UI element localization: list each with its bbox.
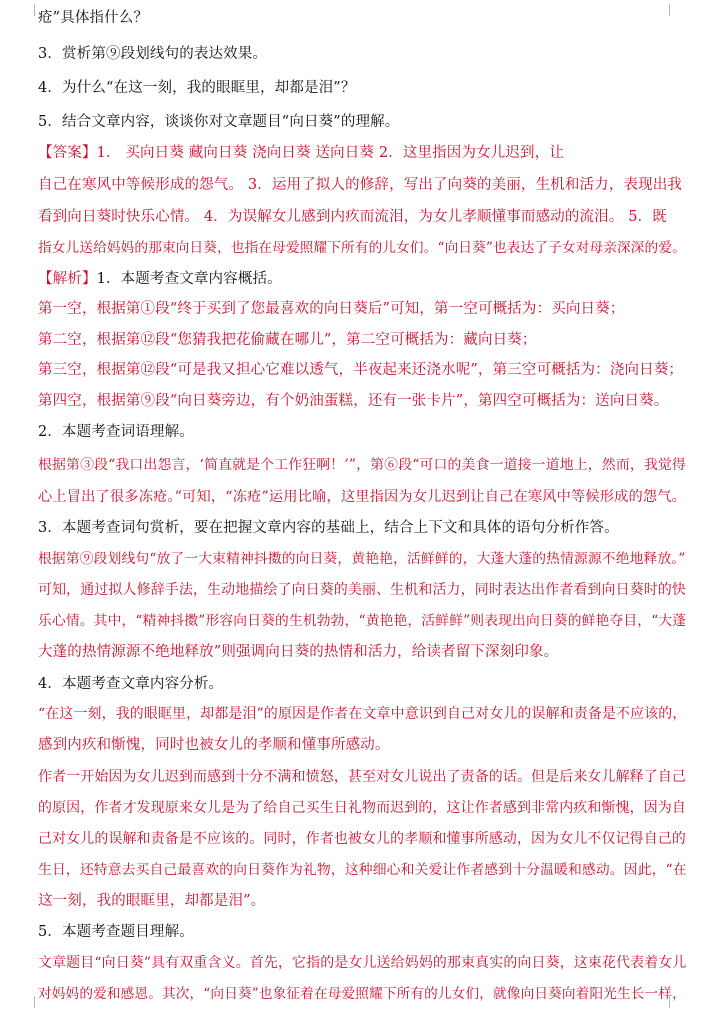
analysis-line: 第三空，根据第⑫段“可是我又担心它难以透气，半夜起来还浇水呢”，第三空可概括为：浇向日葵； [38,362,684,378]
analysis-line: 生日，还特意去买自己最喜欢的向日葵作为礼物，这种细心和关爱让作者感到十分温暖和感动。因此，“在 [38,862,687,878]
analysis-line: 第一空，根据第①段“终于买到了您最喜欢的向日葵后”可知，第一空可概括为：买向日葵； [38,301,625,317]
analysis-line: 可知，通过拟人修辞手法，生动地描绘了向日葵的美丽、生机和活力，同时表达出作者看到向日葵时的快 [38,582,687,598]
analysis-line: 心上冒出了很多冻疮。”可知，“冻疮”运用比喻，这里指因为女儿迟到让自己在寒风中等候形成的怨气。 [38,489,687,505]
question-5: 5．结合文章内容，谈谈你对文章题目“向日葵”的理解。 [38,114,400,130]
analysis-point-3: 3．本题考查词句赏析，要在把握文章内容的基础上，结合上下文和具体的语句分析作答。 [38,520,619,536]
page-corner-mark-top-left [22,4,35,16]
analysis-line: 根据第⑨段划线句“放了一大束精神抖擞的向日葵，黄艳艳，活鲜鲜的，大蓬大蓬的热情源源不绝地释放。” [38,551,686,567]
answer-line: 看到向日葵时快乐心情。 4．为误解女儿感到内疚而流泪，为女儿孝顺懂事而感动的流泪。 5．既 [38,209,667,225]
analysis-line: 乐心情。其中，“精神抖擞”形容向日葵的生机勃勃，“黄艳艳，活鲜鲜”则表现出向日葵的鲜艳夺目，“大蓬 [38,613,687,629]
analysis-line: 的原因，作者才发现原来女儿是为了给自己买生日礼物而迟到的，这让作者感到非常内疚和惭愧，因为自 [38,800,687,816]
analysis-point-5: 5．本题考查题目理解。 [38,924,194,940]
analysis-tag: 【解析】 [38,271,97,287]
analysis-line: 第二空，根据第⑫段“您猜我把花偷藏在哪儿”，第二空可概括为：藏向日葵； [38,332,537,348]
text-line: 疮”具体指什么？ [38,10,149,26]
analysis-line: 感到内疚和惭愧，同时也被女儿的孝顺和懂事所感动。 [38,737,390,753]
analysis-line: 作者一开始因为女儿迟到而感到十分不满和愤怒，甚至对女儿说出了责备的话。但是后来女儿解释了自己 [38,769,687,785]
page-corner-mark-bottom-left [22,996,35,1008]
analysis-line: 己对女儿的误解和责备是不应该的。同时，作者也被女儿的孝顺和懂事所感动，因为女儿不仅记得自己的 [38,831,687,847]
page-corner-mark-top-right [669,4,682,16]
analysis-point-4: 4．本题考查文章内容分析。 [38,676,224,692]
analysis-line: 对妈妈的爱和感恩。其次，“向日葵”也象征着在母爱照耀下所有的儿女们，就像向日葵向着阳光生长一样， [38,986,686,1002]
analysis-line: 大蓬的热情源源不绝地释放”则强调向日葵的热情和活力，给读者留下深刻印象。 [38,644,559,660]
analysis-line: “在这一刻，我的眼眶里，却都是泪”的原因是作者在文章中意识到自己对女儿的误解和责备是不应该的， [38,706,687,722]
analysis-point-1: 1．本题考查文章内容概括。 [96,271,282,287]
question-4: 4．为什么“在这一刻，我的眼眶里，却都是泪”？ [38,80,356,96]
analysis-line: 文章题目“向日葵”具有双重含义。首先，它指的是女儿送给妈妈的那束真实的向日葵，这束花代表着女儿 [38,955,687,971]
analysis-line: 这一刻，我的眼眶里，却都是泪”。 [38,893,266,909]
answer-line: 自己在寒风中等候形成的怨气。 3．运用了拟人的修辞，写出了向葵的美丽，生机和活力，表现出我 [38,177,683,193]
analysis-line: 第四空，根据第⑨段“向日葵旁边，有个奶油蛋糕，还有一张卡片”，第四空可概括为：送向日葵。 [38,393,669,409]
answer-line: 指女儿送给妈妈的那束向日葵，也指在母爱照耀下所有的儿女们。“向日葵”也表达了子女对母亲深深的爱。 [38,240,686,256]
analysis-point-2: 2．本题考查词语理解。 [38,424,194,440]
analysis-heading [38,269,282,289]
answer-line: 【答案】1． 买向日葵 藏向日葵 浇向日葵 送向日葵 2．这里指因为女儿迟到，让 [38,145,564,161]
question-3: 3．赏析第⑨段划线句的表达效果。 [38,46,268,62]
analysis-line: 根据第③段“我口出怨言，‘简直就是个工作狂啊！’”，第⑥段“可口的美食一道接一道地上，然而，我觉得 [38,457,686,473]
